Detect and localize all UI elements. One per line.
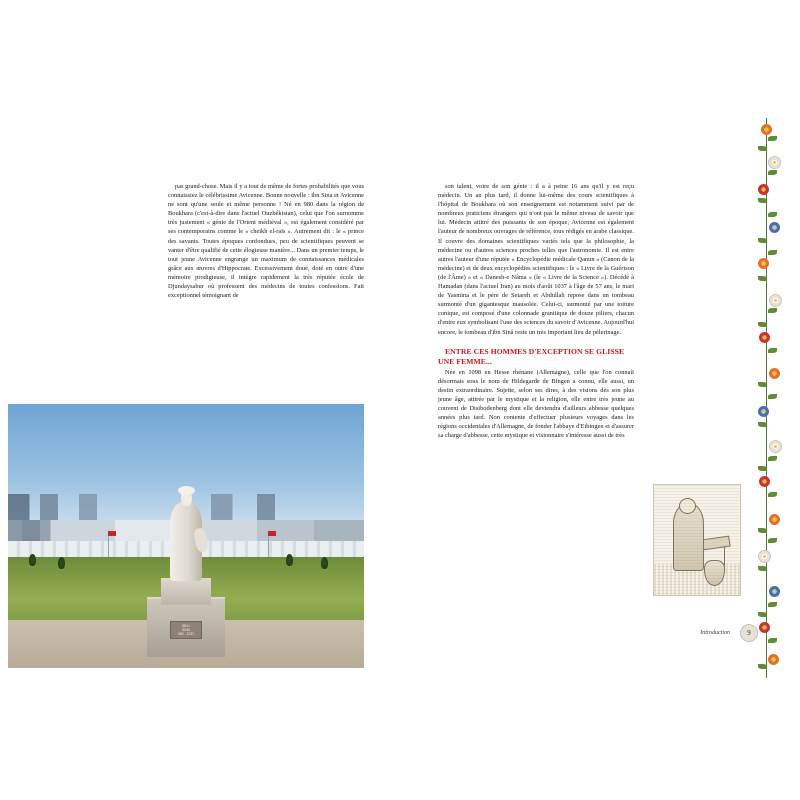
hildegarde-engraving bbox=[653, 484, 741, 596]
flower-icon bbox=[759, 332, 770, 343]
flower-icon bbox=[768, 156, 781, 169]
vine-leaf-icon bbox=[768, 348, 777, 353]
flower-icon bbox=[761, 124, 772, 135]
tree bbox=[321, 557, 328, 569]
vine-leaf-icon bbox=[768, 308, 777, 313]
vine-leaf-icon bbox=[758, 382, 767, 387]
flower-icon bbox=[758, 550, 771, 563]
flower-icon bbox=[758, 406, 769, 417]
vine-leaf-icon bbox=[768, 492, 777, 497]
vine-leaf-icon bbox=[768, 456, 777, 461]
flower-icon bbox=[758, 184, 769, 195]
column-spacer bbox=[438, 337, 634, 347]
vine-leaf-icon bbox=[758, 198, 767, 203]
flower-icon bbox=[768, 654, 779, 665]
vine-leaf-icon bbox=[768, 538, 777, 543]
flower-icon bbox=[769, 586, 780, 597]
flower-icon bbox=[769, 294, 782, 307]
vine-leaf-icon bbox=[768, 394, 777, 399]
vine-leaf-icon bbox=[768, 638, 777, 643]
flower-icon bbox=[758, 258, 769, 269]
plaque-line-2: SINA bbox=[182, 627, 190, 632]
vine-leaf-icon bbox=[758, 566, 767, 571]
vine-leaf-icon bbox=[758, 528, 767, 533]
text-column-right bbox=[438, 182, 634, 440]
plaque-line-3: 980 - 1037 bbox=[177, 631, 195, 636]
footer-section-label: Introduction bbox=[700, 630, 730, 636]
statue-photograph bbox=[8, 404, 364, 668]
vine-leaf-icon bbox=[758, 466, 767, 471]
vine-leaf-icon bbox=[758, 612, 767, 617]
paragraph: Née en 1098 en Hesse rhénane (Allemagne), celle que l'on connaît désormais sous le nom de Hildegarde de Bingen a connu, elle aussi, un destin extraordinaire. Sujette, selon ses dires, à des visions dès son plus jeune âge, attirée par le mystique et la religion, elle entre très jeune au couvent de Disibodenberg dont elle deviendra d'ailleurs abbesse quelques années plus tard. Non contente d'effectuer plusieurs voyages dans les régions occidentales d'Allemagne, de fonder l'abbaye d'Eibingen et d'assurer sa charge d'abbesse, cette mystique et visionnaire s'intéresse aussi de très bbox=[438, 368, 634, 440]
flag bbox=[108, 531, 116, 536]
vine-leaf-icon bbox=[758, 238, 767, 243]
paragraph: pas grand-chose. Mais il y a tout de même de fortes probabilités que vous connaissiez le célébrissime Avicenne. Bonne nouvelle : ibn Sina et Avicenne ne sont qu'une seule et même personne ! Né en 980 dans la région de Boukhara (c'est-à-dire dans l'actuel Ouzbékistan), celui que l'on surnomme très justement « génie de l'Orient médiéval », est également considéré par ses contemporains comme le « cheikh el-raïs ». Autrement dit : le « prince des savants. Toutes époques confondues, peu de scientifiques peuvent se vanter d'être qualifié de cette élogieuse manière... Dans un premier temps, le tout jeune Avicenne engrange un maximum de connaissances médicales grâce aux œuvres d'Hippocrate. Excessivement doué, doté en outre d'une mémoire prodigieuse, il intègre rapidement la très réputée école de Djundaysabur où professent des médecins de toutes confessions. Fait exceptionnel témoignant de bbox=[168, 183, 364, 300]
text-column-left bbox=[168, 182, 364, 300]
vine-leaf-icon bbox=[768, 136, 777, 141]
flower-icon bbox=[769, 514, 780, 525]
page-number: 9 bbox=[740, 624, 758, 642]
section-heading: ENTRE CES HOMMES D'EXCEPTION SE GLISSE UNE FEMME... bbox=[438, 346, 625, 367]
vine-leaf-icon bbox=[768, 250, 777, 255]
statue-plinth bbox=[161, 578, 211, 604]
flower-icon bbox=[769, 368, 780, 379]
vine-leaf-icon bbox=[758, 664, 767, 669]
vine-leaf-icon bbox=[768, 212, 777, 217]
statue-turban bbox=[178, 486, 194, 495]
flower-icon bbox=[769, 440, 782, 453]
paragraph: son talent, voire de son génie : il a à peine 16 ans qu'il y est reçu médecin. Un an plus tard, il donne lui-même des cours scientifiques à l'hôpital de Boukhara où son enseignement est notamment suivi par de nombreux praticiens étrangers qui n'ont pas le même niveau de savoir que lui. Médecin attitré des puissants de son époque, Avicenne est également l'auteur de nombreux ouvrages de référence, tous rédigés en arabe classique. Il couvre des domaines scientifiques variés tels que la philosophie, la médecine ou d'autres sciences proches telles que l'astronomie. Il est entre autres l'auteur d'une réputée « Encyclopédie médicale Qanun » (Canon de la médecine) et de deux encyclopédies scientifiques : le « Livre de la Guérison (de l'Âme) » et « Danesh-e Nâma » (le « Livre de la Science »). Décédé à Hamadan (dans l'actuel Iran) au mois d'août 1037 à l'âge de 57 ans, le mari de Yasmina et le père de Setareh et Abdullah repose dans un tombeau surmonté d'un gigantesque mausolée. Celui-ci, surmonté par une toiture conique, est composé d'une colonnade granitique de douze piliers, chacun d'entre eux symbolisant l'une des sciences du savoir d'Avicenne. Aujourd'hui encore, le tombeau d'ibn Sinâ reste un très important lieu de pèlerinage. bbox=[438, 183, 634, 336]
vine-leaf-icon bbox=[768, 170, 777, 175]
vine-leaf-icon bbox=[758, 146, 767, 151]
flower-icon bbox=[759, 622, 770, 633]
flower-icon bbox=[759, 476, 770, 487]
tree bbox=[58, 557, 65, 569]
flower-icon bbox=[769, 222, 780, 233]
floral-vine-border bbox=[744, 118, 792, 678]
vine-leaf-icon bbox=[758, 276, 767, 281]
vine-leaf-icon bbox=[758, 322, 767, 327]
tree bbox=[286, 554, 293, 566]
statue-plaque bbox=[170, 621, 202, 639]
vine-leaf-icon bbox=[768, 602, 777, 607]
plaque-line-1: IBN-I bbox=[182, 623, 190, 628]
flag bbox=[268, 531, 276, 536]
vine-leaf-icon bbox=[758, 422, 767, 427]
